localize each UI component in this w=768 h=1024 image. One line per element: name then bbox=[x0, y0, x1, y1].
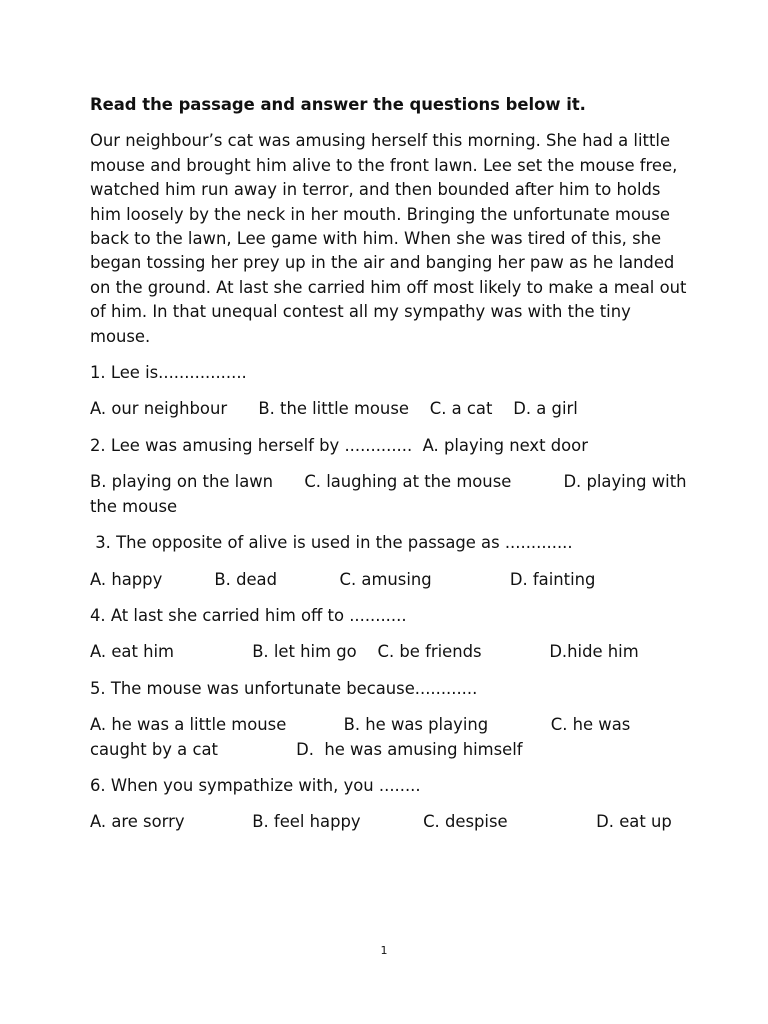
question-6-option-c: C. despise bbox=[423, 812, 508, 832]
question-3-option-a: A. happy bbox=[90, 569, 163, 589]
question-3-options bbox=[90, 568, 690, 592]
question-5-options bbox=[90, 713, 690, 762]
question-6: 6. When you sympathize with, you ........ bbox=[90, 775, 421, 795]
question-5: 5. The mouse was unfortunate because............ bbox=[90, 678, 478, 698]
question-4-option-c: C. be friends bbox=[377, 642, 482, 662]
question-5-option-a: A. he was a little mouse bbox=[90, 715, 287, 735]
question-5-option-d: D. he was amusing himself bbox=[296, 739, 523, 759]
question-1-option-a: A. our neighbour bbox=[90, 399, 228, 419]
question-1-option-c: C. a cat bbox=[429, 399, 493, 419]
question-6-option-b: B. feel happy bbox=[252, 812, 361, 832]
question-4: 4. At last she carried him off to ........... bbox=[90, 605, 407, 625]
question-3: 3. The opposite of alive is used in the passage as ............. bbox=[90, 533, 573, 553]
question-2 bbox=[90, 434, 690, 458]
question-6-option-a: A. are sorry bbox=[90, 812, 185, 832]
question-2-options bbox=[90, 470, 690, 519]
question-1: 1. Lee is................. bbox=[90, 363, 247, 383]
reading-passage: Our neighbour’s cat was amusing herself this morning. She had a little mouse and brought him alive to the front lawn. Lee set the mouse free, watched him run away in terror, and then bounded after him to holds him loosely by the neck in her mouth. Bringing the unfortunate mouse back to the lawn, Lee game with him. When she was tired of this, she began tossing her prey up in the air and banging her paw as he landed on the ground. At last she carried him off most likely to make a meal out of him. In that unequal contest all my sympathy was with the tiny mouse. bbox=[90, 131, 687, 346]
question-4-option-a: A. eat him bbox=[90, 642, 175, 662]
question-4-option-b: B. let him go bbox=[252, 642, 357, 662]
question-1-option-b: B. the little mouse bbox=[258, 399, 409, 419]
question-2-option-d: D. playing with the mouse bbox=[90, 472, 692, 516]
question-2-option-b: B. playing on the lawn bbox=[90, 472, 274, 492]
question-3-option-d: D. fainting bbox=[509, 569, 596, 589]
document-content bbox=[90, 93, 690, 847]
question-3-option-b: B. dead bbox=[214, 569, 278, 589]
question-2-option-c: C. laughing at the mouse bbox=[304, 472, 512, 492]
question-1-option-d: D. a girl bbox=[513, 399, 578, 419]
question-5-option-c: C. he was caught by a cat bbox=[90, 715, 636, 759]
question-2-option-a: A. playing next door bbox=[422, 435, 588, 455]
question-1-options bbox=[90, 397, 690, 421]
question-6-option-d: D. eat up bbox=[596, 812, 672, 832]
question-6-options bbox=[90, 810, 690, 834]
document-heading: Read the passage and answer the questions below it. bbox=[90, 95, 586, 114]
page-number: 1 bbox=[380, 944, 388, 957]
question-4-options bbox=[90, 640, 690, 664]
question-4-option-d: D.hide him bbox=[549, 642, 639, 662]
question-2-text: 2. Lee was amusing herself by ............. bbox=[90, 435, 413, 455]
question-3-option-c: C. amusing bbox=[339, 569, 432, 589]
question-5-option-b: B. he was playing bbox=[343, 715, 489, 735]
